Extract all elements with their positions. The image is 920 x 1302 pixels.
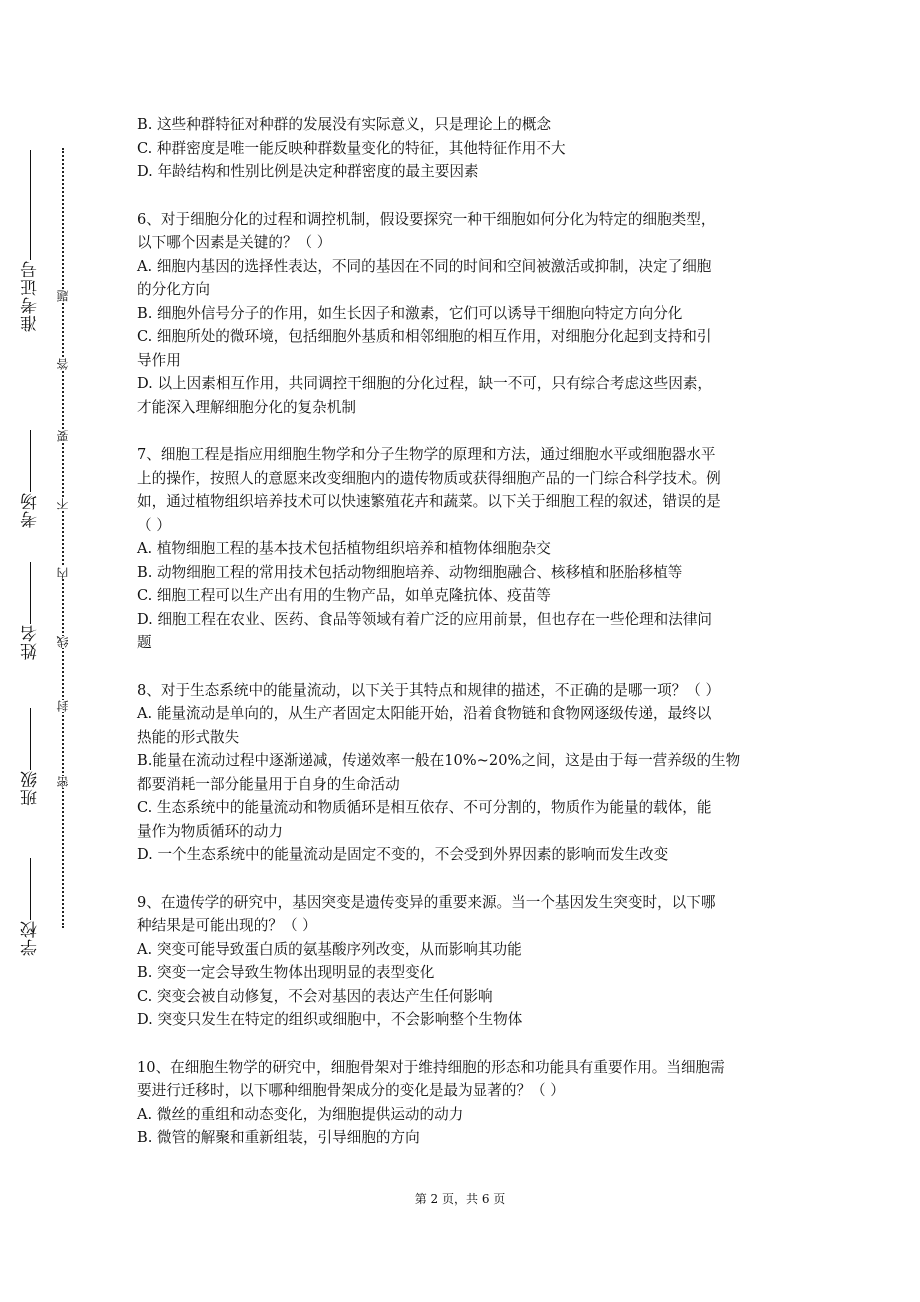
exam-room-label: 考场 (18, 430, 43, 528)
seal-word: 密 (56, 776, 70, 788)
ticket-number-label: 准考证号 (18, 150, 43, 332)
class-label: 班级 (18, 708, 43, 806)
seal-word: 内 (56, 567, 70, 579)
seal-word: 答 (56, 358, 70, 370)
school-label: 学校 (18, 858, 43, 956)
option-a: 的分化方向 (137, 281, 210, 298)
option-c: C. 生态系统中的能量流动和物质循环是相互依存、不可分割的，物质作为能量的载体，能 (137, 799, 712, 816)
question-stem: 7、细胞工程是指应用细胞生物学和分子生物学的原理和方法，通过细胞水平或细胞器水平 (137, 446, 716, 463)
question-5-options (137, 113, 787, 184)
option-d: 才能深入理解细胞分化的复杂机制 (137, 398, 356, 416)
question-7 (137, 443, 787, 655)
option-c: C. 种群密度是唯一能反映种群数量变化的特征，其他特征作用不大 (137, 139, 566, 157)
option-c: C. 细胞工程可以生产出有用的生物产品，如单克隆抗体、疫苗等 (137, 587, 551, 604)
option-c: C. 细胞所处的微环境，包括细胞外基质和相邻细胞的相互作用，对细胞分化起到支持和引 (137, 328, 712, 345)
option-d: D. 年龄结构和性别比例是决定种群密度的最主要因素 (137, 163, 479, 180)
option-d: D. 以上因素相互作用，共同调控干细胞的分化过程，缺一不可，只有综合考虑这些因素， (137, 375, 713, 392)
question-stem: 6、对于细胞分化的过程和调控机制，假设要探究一种干细胞如何分化为特定的细胞类型， (137, 210, 716, 228)
option-b: B. 这些种群特征对种群的发展没有实际意义，只是理论上的概念 (137, 116, 552, 133)
seal-word: 封 (56, 700, 70, 712)
question-6 (137, 208, 787, 420)
option-c: 导作用 (137, 351, 181, 369)
question-stem: 上的操作，按照人的意愿来改变细胞内的遗传物质或获得细胞产品的一门综合科学技术。例 (137, 469, 721, 487)
question-content (137, 113, 787, 1174)
question-stem: （ ） (137, 516, 171, 534)
option-b: B.能量在流动过程中逐渐递减，传递效率一般在10%~20%之间，这是由于每一营养级的生物 (137, 752, 741, 769)
option-d: D. 细胞工程在农业、医药、食品等领域有着广泛的应用前景，但也存在一些伦理和法律问 (137, 610, 713, 628)
question-stem: 8、对于生态系统中的能量流动，以下关于其特点和规律的描述，不正确的是哪一项？（ ） (137, 681, 721, 699)
question-8 (137, 679, 787, 867)
option-b: 都要消耗一部分能量用于自身的生命活动 (137, 775, 400, 793)
option-a: A. 能量流动是单向的，从生产者固定太阳能开始，沿着食物链和食物网逐级传递，最终以 (137, 705, 712, 722)
seal-word: 要 (56, 430, 70, 442)
option-a: 热能的形式散失 (137, 728, 240, 746)
page-footer: 第 2 页，共 6 页 (414, 1192, 506, 1206)
option-a: A. 微丝的重组和动态变化，为细胞提供运动的动力 (137, 1105, 464, 1123)
option-a: A. 植物细胞工程的基本技术包括植物组织培养和植物体细胞杂交 (137, 540, 551, 557)
question-stem: 以下哪个因素是关键的？（ ） (137, 234, 332, 251)
binding-margin (0, 0, 110, 1302)
question-stem: 要进行迁移时，以下哪种细胞骨架成分的变化是最为显著的？（ ） (137, 1082, 565, 1099)
seal-word: 线 (56, 636, 70, 648)
seal-word: 题 (56, 290, 70, 302)
option-d: 题 (137, 634, 152, 651)
option-b: B. 动物细胞工程的常用技术包括动物细胞培养、动物细胞融合、核移植和胚胎移植等 (137, 563, 683, 581)
option-b: B. 微管的解聚和重新组装，引导细胞的方向 (137, 1129, 420, 1146)
option-a: A. 突变可能导致蛋白质的氨基酸序列改变，从而影响其功能 (137, 940, 522, 958)
question-stem: 如，通过植物组织培养技术可以快速繁殖花卉和蔬菜。以下关于细胞工程的叙述，错误的是 (137, 493, 721, 510)
question-stem: 10、在细胞生物学的研究中，细胞骨架对于维持细胞的形态和功能具有重要作用。当细胞需 (137, 1058, 725, 1076)
question-10 (137, 1056, 787, 1150)
option-a: A. 细胞内基因的选择性表达，不同的基因在不同的时间和空间被激活或抑制，决定了细胞 (137, 257, 712, 275)
name-label: 姓名 (18, 562, 43, 660)
option-d: D. 一个生态系统中的能量流动是固定不变的，不会受到外界因素的影响而发生改变 (137, 846, 669, 863)
question-9 (137, 891, 787, 1032)
option-c: C. 突变会被自动修复，不会对基因的表达产生任何影响 (137, 987, 493, 1005)
option-b: B. 细胞外信号分子的作用，如生长因子和激素，它们可以诱导干细胞向特定方向分化 (137, 304, 683, 322)
option-c: 量作为物质循环的动力 (137, 822, 283, 840)
seal-word: 不 (56, 498, 70, 510)
option-d: D. 突变只发生在特定的组织或细胞中，不会影响整个生物体 (137, 1011, 523, 1028)
option-b: B. 突变一定会导致生物体出现明显的表型变化 (137, 964, 435, 981)
question-stem: 9、在遗传学的研究中，基因突变是遗传变异的重要来源。当一个基因发生突变时，以下哪 (137, 893, 716, 911)
seal-dotted-line (62, 148, 64, 928)
question-stem: 种结果是可能出现的？（ ） (137, 917, 317, 934)
